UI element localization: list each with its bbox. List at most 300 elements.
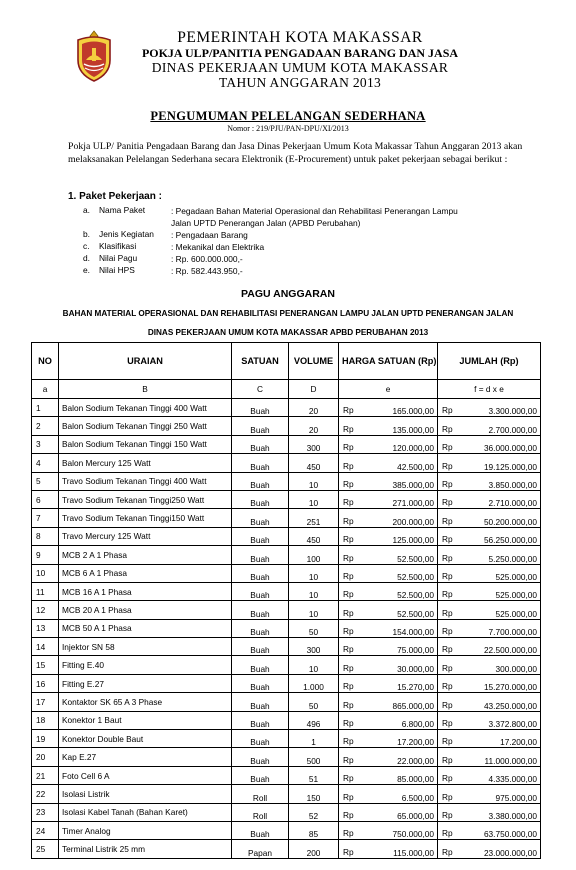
- cell-volume: 10: [289, 472, 339, 490]
- cell-uraian: Kontaktor SK 65 A 3 Phase: [59, 693, 232, 711]
- currency-label: Rp: [442, 515, 453, 526]
- cell-harga: [339, 582, 438, 600]
- table-row: [32, 472, 541, 490]
- currency-label: Rp: [343, 828, 354, 839]
- cell-jumlah: [438, 656, 541, 674]
- cell-volume: 20: [289, 417, 339, 435]
- table-row: [32, 527, 541, 545]
- col-header-no: NO: [32, 343, 59, 380]
- cell-uraian: Fitting E.27: [59, 674, 232, 692]
- paket-item-value: : Rp. 582.443.950,-: [171, 266, 243, 276]
- currency-label: Rp: [442, 589, 453, 600]
- cell-satuan: Buah: [232, 454, 289, 472]
- cell-satuan: Roll: [232, 803, 289, 821]
- jumlah-value: 23.000.000,00: [483, 847, 537, 858]
- cell-satuan: Buah: [232, 435, 289, 453]
- currency-label: Rp: [343, 699, 354, 710]
- cell-no: 8: [32, 527, 59, 545]
- paket-item-value: : Pengadaan Barang: [171, 230, 248, 240]
- cell-no: 7: [32, 509, 59, 527]
- pagu-subtitle-1: BAHAN MATERIAL OPERASIONAL DAN REHABILITASI PENERANGAN LAMPU JALAN UPTD PENERANGAN JALAN: [62, 309, 514, 318]
- paket-item-value: : Mekanikal dan Elektrika: [171, 242, 265, 252]
- cell-harga: [339, 399, 438, 417]
- cell-volume: 10: [289, 564, 339, 582]
- currency-label: Rp: [442, 423, 453, 434]
- table-row: [32, 711, 541, 729]
- cell-no: 12: [32, 601, 59, 619]
- cell-volume: 52: [289, 803, 339, 821]
- currency-label: Rp: [442, 809, 453, 820]
- col-header-jumlah: JUMLAH (Rp): [438, 343, 541, 380]
- jumlah-value: 2.710.000,00: [488, 498, 537, 509]
- harga-value: 52.500,00: [397, 608, 434, 619]
- cell-no: 24: [32, 821, 59, 839]
- col-header-harga: HARGA SATUAN (Rp): [339, 343, 438, 380]
- table-row: [32, 674, 541, 692]
- cell-jumlah: [438, 472, 541, 490]
- currency-label: Rp: [442, 626, 453, 637]
- cell-jumlah: [438, 527, 541, 545]
- harga-value: 200.000,00: [392, 516, 434, 527]
- table-row: [32, 435, 541, 453]
- harga-value: 75.000,00: [397, 645, 434, 656]
- cell-no: 9: [32, 546, 59, 564]
- table-row: [32, 840, 541, 858]
- cell-harga: [339, 546, 438, 564]
- cell-satuan: Buah: [232, 527, 289, 545]
- currency-label: Rp: [343, 791, 354, 802]
- jumlah-value: 19.125.000,00: [483, 461, 537, 472]
- harga-value: 22.000,00: [397, 755, 434, 766]
- jumlah-value: 56.250.000,00: [483, 535, 537, 546]
- cell-volume: 300: [289, 638, 339, 656]
- table-row: [32, 748, 541, 766]
- currency-label: Rp: [343, 589, 354, 600]
- jumlah-value: 3.300.000,00: [488, 406, 537, 417]
- cell-no: 15: [32, 656, 59, 674]
- announcement-title: PENGUMUMAN PELELANGAN SEDERHANA: [150, 109, 426, 123]
- cell-satuan: Buah: [232, 546, 289, 564]
- cell-jumlah: [438, 454, 541, 472]
- cell-uraian: Travo Sodium Tekanan Tinggi250 Watt: [59, 490, 232, 508]
- cell-satuan: Buah: [232, 582, 289, 600]
- cell-volume: 100: [289, 546, 339, 564]
- cell-jumlah: [438, 435, 541, 453]
- cell-harga: [339, 601, 438, 619]
- cell-uraian: Injektor SN 58: [59, 638, 232, 656]
- paket-heading: 1. Paket Pekerjaan :: [68, 191, 162, 202]
- paket-item-name: Nama Paket: [99, 205, 146, 215]
- cell-jumlah: [438, 711, 541, 729]
- jumlah-value: 525.000,00: [495, 571, 537, 582]
- table-row: [32, 454, 541, 472]
- cell-uraian: Konektor 1 Baut: [59, 711, 232, 729]
- cell-harga: [339, 674, 438, 692]
- currency-label: Rp: [442, 497, 453, 508]
- currency-label: Rp: [442, 754, 453, 765]
- currency-label: Rp: [442, 405, 453, 416]
- cell-no: 3: [32, 435, 59, 453]
- paket-item: [0, 253, 576, 265]
- paket-item-name: Nilai HPS: [99, 265, 135, 275]
- table-row: [32, 785, 541, 803]
- cell-no: 6: [32, 490, 59, 508]
- harga-value: 52.500,00: [397, 590, 434, 601]
- cell-jumlah: [438, 748, 541, 766]
- cell-no: 18: [32, 711, 59, 729]
- currency-label: Rp: [343, 515, 354, 526]
- currency-label: Rp: [442, 846, 453, 857]
- cell-uraian: Isolasi Listrik: [59, 785, 232, 803]
- jumlah-value: 5.250.000,00: [488, 553, 537, 564]
- paket-item-value: : Pegadaan Bahan Material Operasional dan Rehabilitasi Penerangan Lampu Jalan UPTD Penerangan Jalan (APBD Perubahan): [171, 206, 458, 228]
- currency-label: Rp: [343, 846, 354, 857]
- cell-uraian: Balon Mercury 125 Watt: [59, 454, 232, 472]
- cell-volume: 51: [289, 766, 339, 784]
- table-row: [32, 509, 541, 527]
- currency-label: Rp: [442, 442, 453, 453]
- cell-harga: [339, 527, 438, 545]
- harga-value: 52.500,00: [397, 553, 434, 564]
- cell-harga: [339, 803, 438, 821]
- cell-jumlah: [438, 638, 541, 656]
- cell-satuan: Buah: [232, 730, 289, 748]
- cell-uraian: Isolasi Kabel Tanah (Bahan Karet): [59, 803, 232, 821]
- harga-value: 865.000,00: [392, 700, 434, 711]
- jumlah-value: 525.000,00: [495, 590, 537, 601]
- cell-no: 19: [32, 730, 59, 748]
- harga-value: 42.500,00: [397, 461, 434, 472]
- cell-harga: [339, 656, 438, 674]
- cell-harga: [339, 417, 438, 435]
- jumlah-value: 4.335.000,00: [488, 774, 537, 785]
- table-row: [32, 399, 541, 417]
- harga-value: 65.000,00: [397, 810, 434, 821]
- cell-volume: 10: [289, 656, 339, 674]
- cell-no: 20: [32, 748, 59, 766]
- currency-label: Rp: [442, 534, 453, 545]
- header-line-4: TAHUN ANGGARAN 2013: [218, 75, 382, 90]
- cell-jumlah: [438, 803, 541, 821]
- paket-item-letter: c.: [83, 241, 90, 251]
- cell-jumlah: [438, 582, 541, 600]
- harga-value: 154.000,00: [392, 627, 434, 638]
- table-row: [32, 730, 541, 748]
- header-line-1: PEMERINTAH KOTA MAKASSAR: [177, 29, 423, 46]
- cell-no: 4: [32, 454, 59, 472]
- table-row: [32, 619, 541, 637]
- jumlah-value: 525.000,00: [495, 608, 537, 619]
- currency-label: Rp: [442, 791, 453, 802]
- cell-satuan: Buah: [232, 638, 289, 656]
- table-row: [32, 417, 541, 435]
- currency-label: Rp: [442, 736, 453, 747]
- cell-no: 22: [32, 785, 59, 803]
- cell-volume: 10: [289, 490, 339, 508]
- cell-jumlah: [438, 509, 541, 527]
- cell-volume: 251: [289, 509, 339, 527]
- jumlah-value: 3.380.000,00: [488, 810, 537, 821]
- cell-uraian: Travo Sodium Tekanan Tinggi150 Watt: [59, 509, 232, 527]
- currency-label: Rp: [442, 828, 453, 839]
- table-row: [32, 564, 541, 582]
- cell-harga: [339, 435, 438, 453]
- cell-volume: 496: [289, 711, 339, 729]
- cell-jumlah: [438, 785, 541, 803]
- cell-uraian: Konektor Double Baut: [59, 730, 232, 748]
- paket-item-letter: d.: [83, 253, 90, 263]
- cell-uraian: Balon Sodium Tekanan Tinggi 400 Watt: [59, 399, 232, 417]
- cell-volume: 1: [289, 730, 339, 748]
- cell-jumlah: [438, 766, 541, 784]
- col-header-satuan: SATUAN: [232, 343, 289, 380]
- currency-label: Rp: [442, 478, 453, 489]
- currency-label: Rp: [343, 497, 354, 508]
- paket-item-letter: e.: [83, 265, 90, 275]
- cell-harga: [339, 472, 438, 490]
- cell-harga: [339, 821, 438, 839]
- jumlah-value: 3.372.800,00: [488, 719, 537, 730]
- cell-satuan: Buah: [232, 472, 289, 490]
- cell-jumlah: [438, 619, 541, 637]
- cell-uraian: Timer Analog: [59, 821, 232, 839]
- cell-no: 1: [32, 399, 59, 417]
- currency-label: Rp: [343, 644, 354, 655]
- currency-label: Rp: [343, 534, 354, 545]
- cell-jumlah: [438, 821, 541, 839]
- jumlah-value: 43.250.000,00: [483, 700, 537, 711]
- table-row: [32, 490, 541, 508]
- jumlah-value: 50.200.000,00: [483, 516, 537, 527]
- cell-uraian: Travo Sodium Tekanan Tinggi 400 Watt: [59, 472, 232, 490]
- paket-item-name: Jenis Kegiatan: [99, 229, 154, 239]
- table-row: [32, 582, 541, 600]
- harga-value: 30.000,00: [397, 663, 434, 674]
- cell-jumlah: [438, 417, 541, 435]
- harga-value: 85.000,00: [397, 774, 434, 785]
- currency-label: Rp: [442, 662, 453, 673]
- cell-volume: 85: [289, 821, 339, 839]
- cell-uraian: Fitting E.40: [59, 656, 232, 674]
- table-row: [32, 766, 541, 784]
- currency-label: Rp: [343, 460, 354, 471]
- currency-label: Rp: [343, 423, 354, 434]
- currency-label: Rp: [343, 552, 354, 563]
- cell-harga: [339, 490, 438, 508]
- cell-no: 11: [32, 582, 59, 600]
- col-letter: a: [32, 380, 59, 399]
- paket-item-name: Nilai Pagu: [99, 253, 138, 263]
- jumlah-value: 2.700.000,00: [488, 424, 537, 435]
- cell-satuan: Buah: [232, 821, 289, 839]
- cell-harga: [339, 509, 438, 527]
- cell-jumlah: [438, 601, 541, 619]
- cell-harga: [339, 619, 438, 637]
- cell-jumlah: [438, 730, 541, 748]
- table-header-row: [32, 343, 541, 380]
- col-letter: C: [232, 380, 289, 399]
- currency-label: Rp: [343, 718, 354, 729]
- cell-jumlah: [438, 693, 541, 711]
- currency-label: Rp: [343, 809, 354, 820]
- harga-value: 750.000,00: [392, 829, 434, 840]
- paket-item: [0, 229, 576, 241]
- currency-label: Rp: [442, 607, 453, 618]
- cell-satuan: Buah: [232, 490, 289, 508]
- paket-item: [0, 205, 576, 228]
- jumlah-value: 3.850.000,00: [488, 479, 537, 490]
- cell-volume: 1.000: [289, 674, 339, 692]
- table-row: [32, 656, 541, 674]
- paket-item-letter: a.: [83, 205, 90, 215]
- cell-satuan: Buah: [232, 748, 289, 766]
- letterhead: [0, 10, 576, 90]
- table-row: [32, 803, 541, 821]
- currency-label: Rp: [343, 773, 354, 784]
- paket-item-value: : Rp. 600.000.000,-: [171, 254, 243, 264]
- col-header-uraian: URAIAN: [59, 343, 232, 380]
- cell-uraian: Balon Sodium Tekanan Tinggi 150 Watt: [59, 435, 232, 453]
- currency-label: Rp: [442, 570, 453, 581]
- cell-no: 21: [32, 766, 59, 784]
- cell-satuan: Buah: [232, 399, 289, 417]
- cell-no: 5: [32, 472, 59, 490]
- harga-value: 135.000,00: [392, 424, 434, 435]
- cell-harga: [339, 638, 438, 656]
- col-letter: D: [289, 380, 339, 399]
- pagu-subtitle-2: DINAS PEKERJAAN UMUM KOTA MAKASSAR APBD PERUBAHAN 2013: [147, 328, 429, 337]
- cell-uraian: Balon Sodium Tekanan Tinggi 250 Watt: [59, 417, 232, 435]
- harga-value: 120.000,00: [392, 443, 434, 454]
- harga-value: 6.500,00: [401, 792, 434, 803]
- cell-harga: [339, 785, 438, 803]
- currency-label: Rp: [343, 442, 354, 453]
- cell-uraian: Kap E.27: [59, 748, 232, 766]
- column-letter-row: [32, 380, 541, 399]
- cell-no: 23: [32, 803, 59, 821]
- cell-jumlah: [438, 840, 541, 858]
- harga-value: 15.270,00: [397, 682, 434, 693]
- currency-label: Rp: [442, 718, 453, 729]
- currency-label: Rp: [343, 405, 354, 416]
- cell-volume: 450: [289, 454, 339, 472]
- jumlah-value: 36.000.000,00: [483, 443, 537, 454]
- cell-volume: 50: [289, 693, 339, 711]
- cell-volume: 500: [289, 748, 339, 766]
- currency-label: Rp: [343, 570, 354, 581]
- cell-no: 17: [32, 693, 59, 711]
- harga-value: 52.500,00: [397, 571, 434, 582]
- cell-no: 13: [32, 619, 59, 637]
- currency-label: Rp: [343, 626, 354, 637]
- currency-label: Rp: [442, 681, 453, 692]
- cell-volume: 300: [289, 435, 339, 453]
- cell-harga: [339, 766, 438, 784]
- cell-uraian: MCB 16 A 1 Phasa: [59, 582, 232, 600]
- cell-jumlah: [438, 490, 541, 508]
- currency-label: Rp: [343, 662, 354, 673]
- cell-satuan: Roll: [232, 785, 289, 803]
- currency-label: Rp: [442, 460, 453, 471]
- cell-no: 16: [32, 674, 59, 692]
- cell-harga: [339, 748, 438, 766]
- table-row: [32, 546, 541, 564]
- cell-harga: [339, 840, 438, 858]
- table-row: [32, 638, 541, 656]
- cell-satuan: Buah: [232, 693, 289, 711]
- currency-label: Rp: [442, 699, 453, 710]
- paket-item-letter: b.: [83, 229, 90, 239]
- cell-no: 25: [32, 840, 59, 858]
- jumlah-value: 17.200,00: [500, 737, 537, 748]
- announcement-intro: Pokja ULP/ Panitia Pengadaan Barang dan Jasa Dinas Pekerjaan Umum Kota Makassar Tahun Anggaran 2013 akan melaksanakan Pelelangan Sederhana secara Elektronik (E-Procurement) untuk paket pekerjaan sebagai berikut :: [68, 141, 523, 165]
- cell-harga: [339, 454, 438, 472]
- currency-label: Rp: [442, 552, 453, 563]
- table-row: [32, 693, 541, 711]
- paket-item: [0, 241, 576, 253]
- cell-jumlah: [438, 546, 541, 564]
- cell-satuan: Papan: [232, 840, 289, 858]
- cell-volume: 10: [289, 601, 339, 619]
- cell-jumlah: [438, 674, 541, 692]
- cell-uraian: MCB 2 A 1 Phasa: [59, 546, 232, 564]
- currency-label: Rp: [343, 478, 354, 489]
- paket-item: [0, 265, 576, 277]
- table-row: [32, 601, 541, 619]
- harga-value: 271.000,00: [392, 498, 434, 509]
- jumlah-value: 11.000.000,00: [484, 755, 537, 766]
- cell-satuan: Buah: [232, 656, 289, 674]
- currency-label: Rp: [442, 773, 453, 784]
- cell-uraian: MCB 50 A 1 Phasa: [59, 619, 232, 637]
- cell-uraian: MCB 20 A 1 Phasa: [59, 601, 232, 619]
- cell-uraian: Travo Mercury 125 Watt: [59, 527, 232, 545]
- cell-uraian: Terminal Listrik 25 mm: [59, 840, 232, 858]
- jumlah-value: 15.270.000,00: [483, 682, 537, 693]
- cell-harga: [339, 564, 438, 582]
- col-letter: e: [339, 380, 438, 399]
- announcement-number: Nomor : 219/PJU/PAN-DPU/XI/2013: [227, 124, 349, 133]
- jumlah-value: 22.500.000,00: [483, 645, 537, 656]
- cell-no: 14: [32, 638, 59, 656]
- cell-satuan: Buah: [232, 564, 289, 582]
- cell-satuan: Buah: [232, 711, 289, 729]
- cell-volume: 150: [289, 785, 339, 803]
- cell-harga: [339, 693, 438, 711]
- table-row: [32, 821, 541, 839]
- cell-uraian: MCB 6 A 1 Phasa: [59, 564, 232, 582]
- harga-value: 385.000,00: [392, 479, 434, 490]
- currency-label: Rp: [442, 644, 453, 655]
- currency-label: Rp: [343, 607, 354, 618]
- col-letter: f = d x e: [438, 380, 541, 399]
- cell-satuan: Buah: [232, 601, 289, 619]
- currency-label: Rp: [343, 754, 354, 765]
- harga-value: 17.200,00: [397, 737, 434, 748]
- currency-label: Rp: [343, 736, 354, 747]
- jumlah-value: 63.750.000,00: [483, 829, 537, 840]
- header-line-3: DINAS PEKERJAAN UMUM KOTA MAKASSAR: [151, 60, 449, 75]
- cell-no: 10: [32, 564, 59, 582]
- pagu-title: PAGU ANGGARAN: [241, 288, 335, 300]
- cell-no: 2: [32, 417, 59, 435]
- jumlah-value: 300.000,00: [495, 663, 537, 674]
- cell-satuan: Buah: [232, 766, 289, 784]
- harga-value: 125.000,00: [392, 535, 434, 546]
- cell-volume: 20: [289, 399, 339, 417]
- col-letter: B: [59, 380, 232, 399]
- cell-satuan: Buah: [232, 509, 289, 527]
